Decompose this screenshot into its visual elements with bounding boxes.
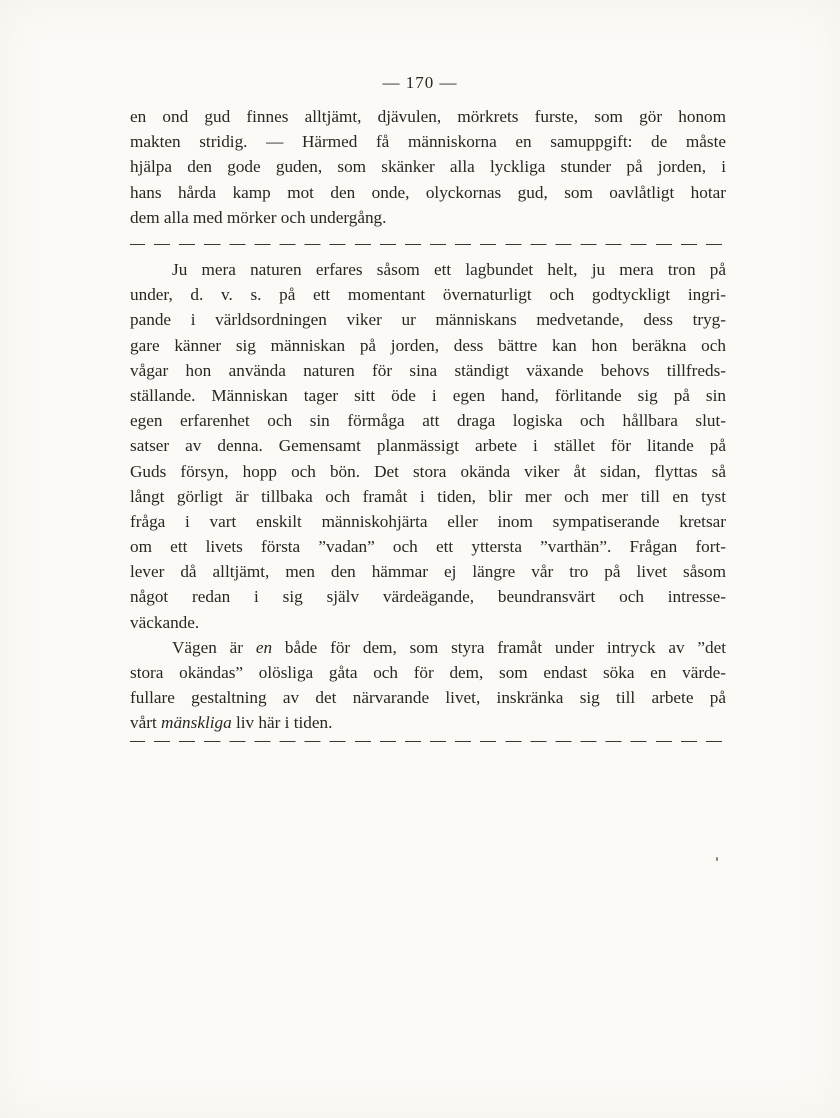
text-line: fråga i vart enskilt människohjärta eller inom sympatiserande kretsar — [130, 511, 726, 531]
text-line: långt görligt är tillbaka och framåt i tiden, blir mer och mer till en tyst — [130, 486, 726, 506]
text-line: något redan i sig själv värdeägande, beundransvärt och intresse- — [130, 587, 726, 607]
text-line: egen erfarenhet och sin förmåga att draga logiska och hållbara slut- — [130, 411, 726, 431]
paragraph-1 — [130, 104, 726, 230]
emphasized-word: en — [255, 637, 273, 657]
text-line: satser av denna. Gemensamt planmässigt arbete i stället för litande på — [130, 436, 726, 456]
text-line: fullare gestaltning av det närvarande livet, inskränka sig till arbete på — [130, 688, 726, 708]
text-line: om ett livets första ”vadan” och ett yttersta ”varthän”. Frågan fort- — [130, 537, 726, 557]
text-line: ställande. Människan tager sitt öde i egen hand, förlitande sig på sin — [130, 385, 726, 405]
text-line — [130, 635, 726, 660]
text-line: Ju mera naturen erfares såsom ett lagbundet helt, ju mera tron på — [172, 260, 726, 279]
text-line: dem alla med mörker och undergång. — [130, 207, 387, 227]
section-divider — [130, 244, 726, 245]
text-line: vågar hon använda naturen för sina ständigt växande behovs tillfreds- — [130, 360, 726, 380]
paragraph-2 — [130, 257, 726, 736]
text-line: hjälpa den gode guden, som skänker alla lyckliga stunder på jorden, i — [130, 157, 726, 177]
text-fragment: vårt — [130, 713, 162, 733]
text-line: väckande. — [130, 612, 200, 632]
text-fragment: Vägen är — [172, 637, 256, 657]
text-line: hans hårda kamp mot den onde, olyckornas gud, som oavlåtligt hotar — [130, 182, 726, 202]
text-line: gare känner sig människan på jorden, dess bättre kan hon beräkna och — [130, 335, 726, 355]
text-line: lever då alltjämt, men den hämmar ej längre vår tro på livet såsom — [130, 562, 726, 582]
section-divider — [130, 741, 726, 742]
text-line: pande i världsordningen viker ur människans medvetande, dess tryg- — [130, 310, 726, 330]
text-fragment: liv här i tiden. — [231, 713, 333, 733]
page-number: — 170 — — [382, 73, 458, 92]
emphasized-word: mänskliga — [161, 713, 232, 733]
paper-speck — [716, 857, 718, 861]
text-line: en ond gud finnes alltjämt, djävulen, mörkrets furste, som gör honom — [130, 107, 726, 126]
text-line: Guds försyn, hopp och bön. Det stora okända viker åt sidan, flyttas så — [130, 461, 726, 481]
text-line — [130, 710, 726, 735]
text-line: stora okändas” olösliga gåta och för dem, som endast söka en värde- — [130, 663, 726, 682]
text-fragment: både för dem, som styra framåt under intryck av ”det — [272, 637, 726, 657]
text-line: under, d. v. s. på ett momentant övernaturligt och godtyckligt ingri- — [130, 285, 726, 305]
text-line: makten stridig. — Härmed få människorna en samuppgift: de måste — [130, 132, 726, 152]
